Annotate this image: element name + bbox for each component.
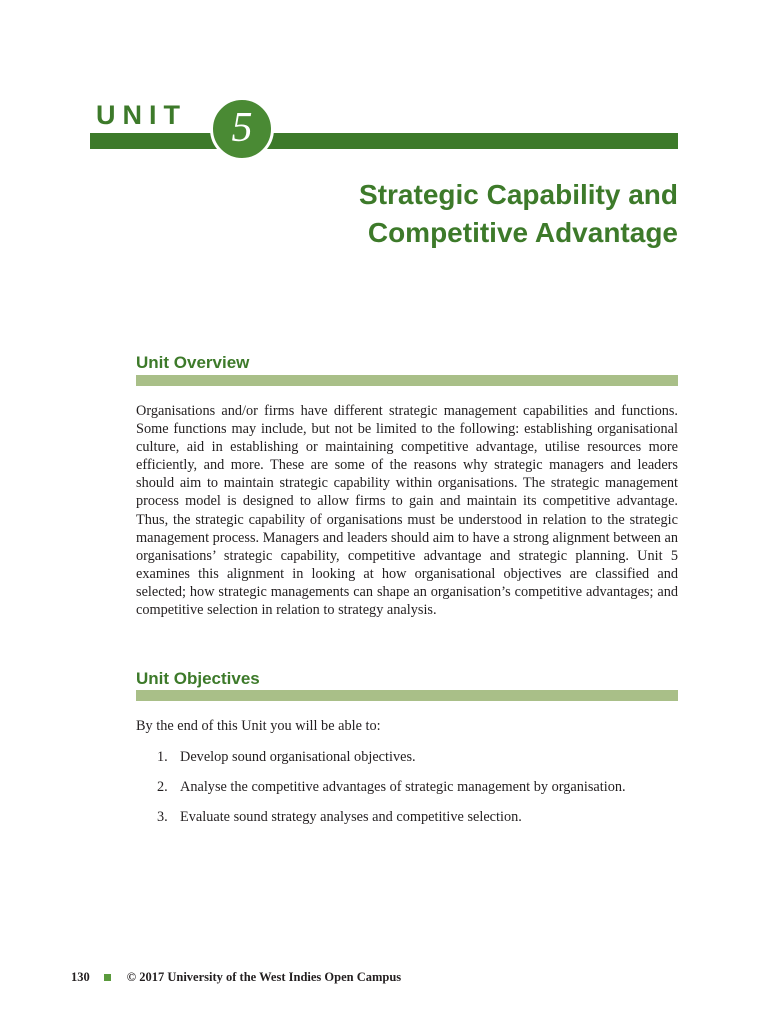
overview-rule bbox=[136, 375, 678, 386]
unit-title-line-1: Strategic Capability and bbox=[359, 179, 678, 210]
objectives-rule bbox=[136, 690, 678, 701]
page-number: 130 bbox=[71, 970, 90, 984]
overview-body bbox=[136, 402, 678, 619]
objectives-heading: Unit Objectives bbox=[136, 669, 260, 688]
unit-number-badge: 5 bbox=[210, 97, 274, 161]
unit-banner-bar bbox=[90, 133, 678, 149]
unit-label: UNIT bbox=[96, 100, 187, 130]
list-item-number: 1. bbox=[157, 749, 168, 765]
page-footer bbox=[71, 969, 401, 985]
copyright-text: © 2017 University of the West Indies Open Campus bbox=[126, 970, 402, 984]
list-item bbox=[136, 808, 678, 838]
overview-heading: Unit Overview bbox=[136, 353, 250, 372]
objectives-list bbox=[136, 748, 678, 838]
list-item-text: Develop sound organisational objectives. bbox=[180, 749, 416, 765]
list-item-number: 3. bbox=[157, 809, 168, 825]
list-item-text: Analyse the competitive advantages of strategic management by organisation. bbox=[180, 779, 626, 795]
unit-title-line-2: Competitive Advantage bbox=[367, 217, 678, 248]
unit-title bbox=[258, 176, 678, 252]
list-item bbox=[136, 748, 678, 778]
list-item-text: Evaluate sound strategy analyses and competitive selection. bbox=[180, 809, 522, 825]
list-item-number: 2. bbox=[157, 779, 168, 795]
objectives-intro: By the end of this Unit you will be able to: bbox=[136, 718, 381, 734]
overview-paragraph: Organisations and/or firms have different strategic management capabilities and functions. Some functions may include, but not be limited to the following: establishing organisational culture, aid in establishing or maintaining competitive advantage, utilise resources more efficiently, and more. These are some of the reasons why strategic managers and leaders should aim to maintain strategic capability within organisations. The strategic management process model is designed to allow firms to gain and maintain its competitive advantage. Thus, the strategic capability of organisations must be understood in relation to the strategic management process. Managers and leaders should aim to have a strong alignment between an organisations’ strategic capability, competitive advantage and strategic planning. Unit 5 examines this alignment in looking at how organisational objectives are classified and selected; how strategic managements can shape an organisation’s competitive advantages; and competitive selection in relation to strategy analysis. bbox=[136, 403, 678, 619]
footer-square-icon bbox=[104, 974, 111, 981]
list-item bbox=[136, 778, 678, 808]
